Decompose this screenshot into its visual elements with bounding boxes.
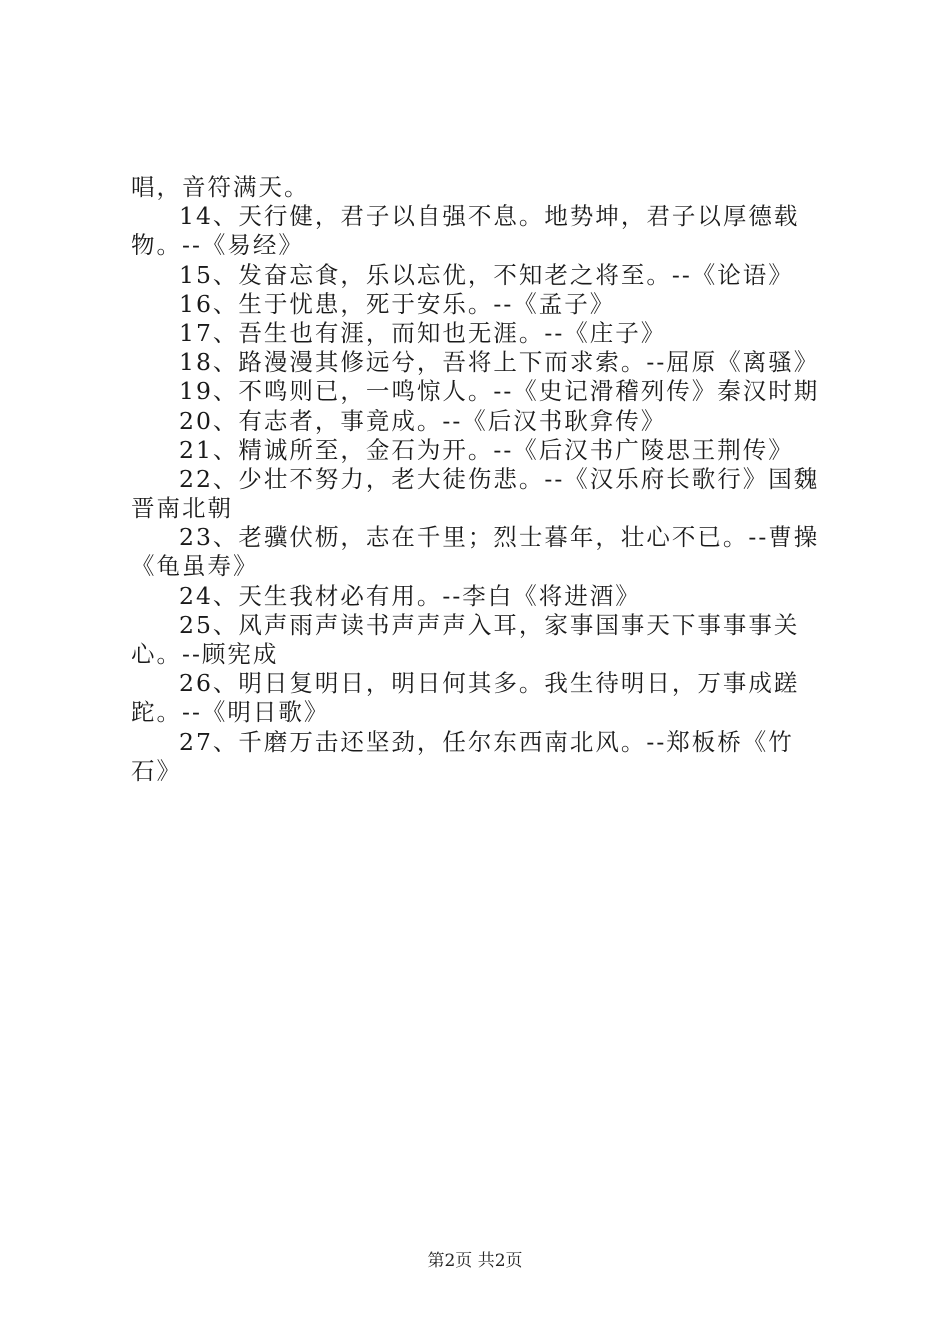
page-number-footer: 第2页 共2页: [427, 1251, 523, 1271]
text-line: 唱，音符满天。: [131, 173, 310, 201]
quote-26-line-2: 跎。--《明日歌》: [131, 698, 330, 727]
quote-27-line-2: 石》: [131, 756, 182, 785]
quote-22-line-1: 22、少壮不努力，老大徒伤悲。--《汉乐府长歌行》国魏: [179, 464, 820, 493]
quote-20: 20、有志者，事竟成。--《后汉书耿弇传》: [179, 406, 667, 435]
quote-25-line-1: 25、风声雨声读书声声声入耳，家事国事天下事事事关: [179, 610, 800, 639]
quote-16: 16、生于忧患，死于安乐。--《孟子》: [179, 289, 616, 318]
quote-23-line-1: 23、老骥伏枥，志在千里；烈士暮年，壮心不已。--曹操: [179, 523, 820, 552]
quote-14-line-1: 14、天行健，君子以自强不息。地势坤，君子以厚德载: [179, 202, 800, 231]
document-body: [131, 173, 831, 786]
quote-14-line-2: 物。--《易经》: [131, 231, 304, 260]
quote-24: 24、天生我材必有用。--李白《将进酒》: [179, 581, 641, 610]
quote-17: 17、吾生也有涯，而知也无涯。--《庄子》: [179, 318, 667, 347]
quote-25-line-2: 心。--顾宪成: [131, 640, 279, 668]
quote-27-line-1: 27、千磨万击还坚劲，任尔东西南北风。--郑板桥《竹: [179, 727, 794, 756]
quote-19: 19、不鸣则已，一鸣惊人。--《史记滑稽列传》秦汉时期: [179, 377, 820, 406]
quote-23-line-2: 《龟虽寿》: [131, 552, 259, 581]
quote-15: 15、发奋忘食，乐以忘优，不知老之将至。--《论语》: [179, 260, 794, 289]
quote-21: 21、精诚所至，金石为开。--《后汉书广陵思王荆传》: [179, 435, 794, 464]
quote-26-line-1: 26、明日复明日，明日何其多。我生待明日，万事成蹉: [179, 669, 800, 698]
quote-18: 18、路漫漫其修远兮，吾将上下而求索。--屈原《离骚》: [179, 348, 820, 377]
quote-22-line-2: 晋南北朝: [131, 494, 233, 523]
